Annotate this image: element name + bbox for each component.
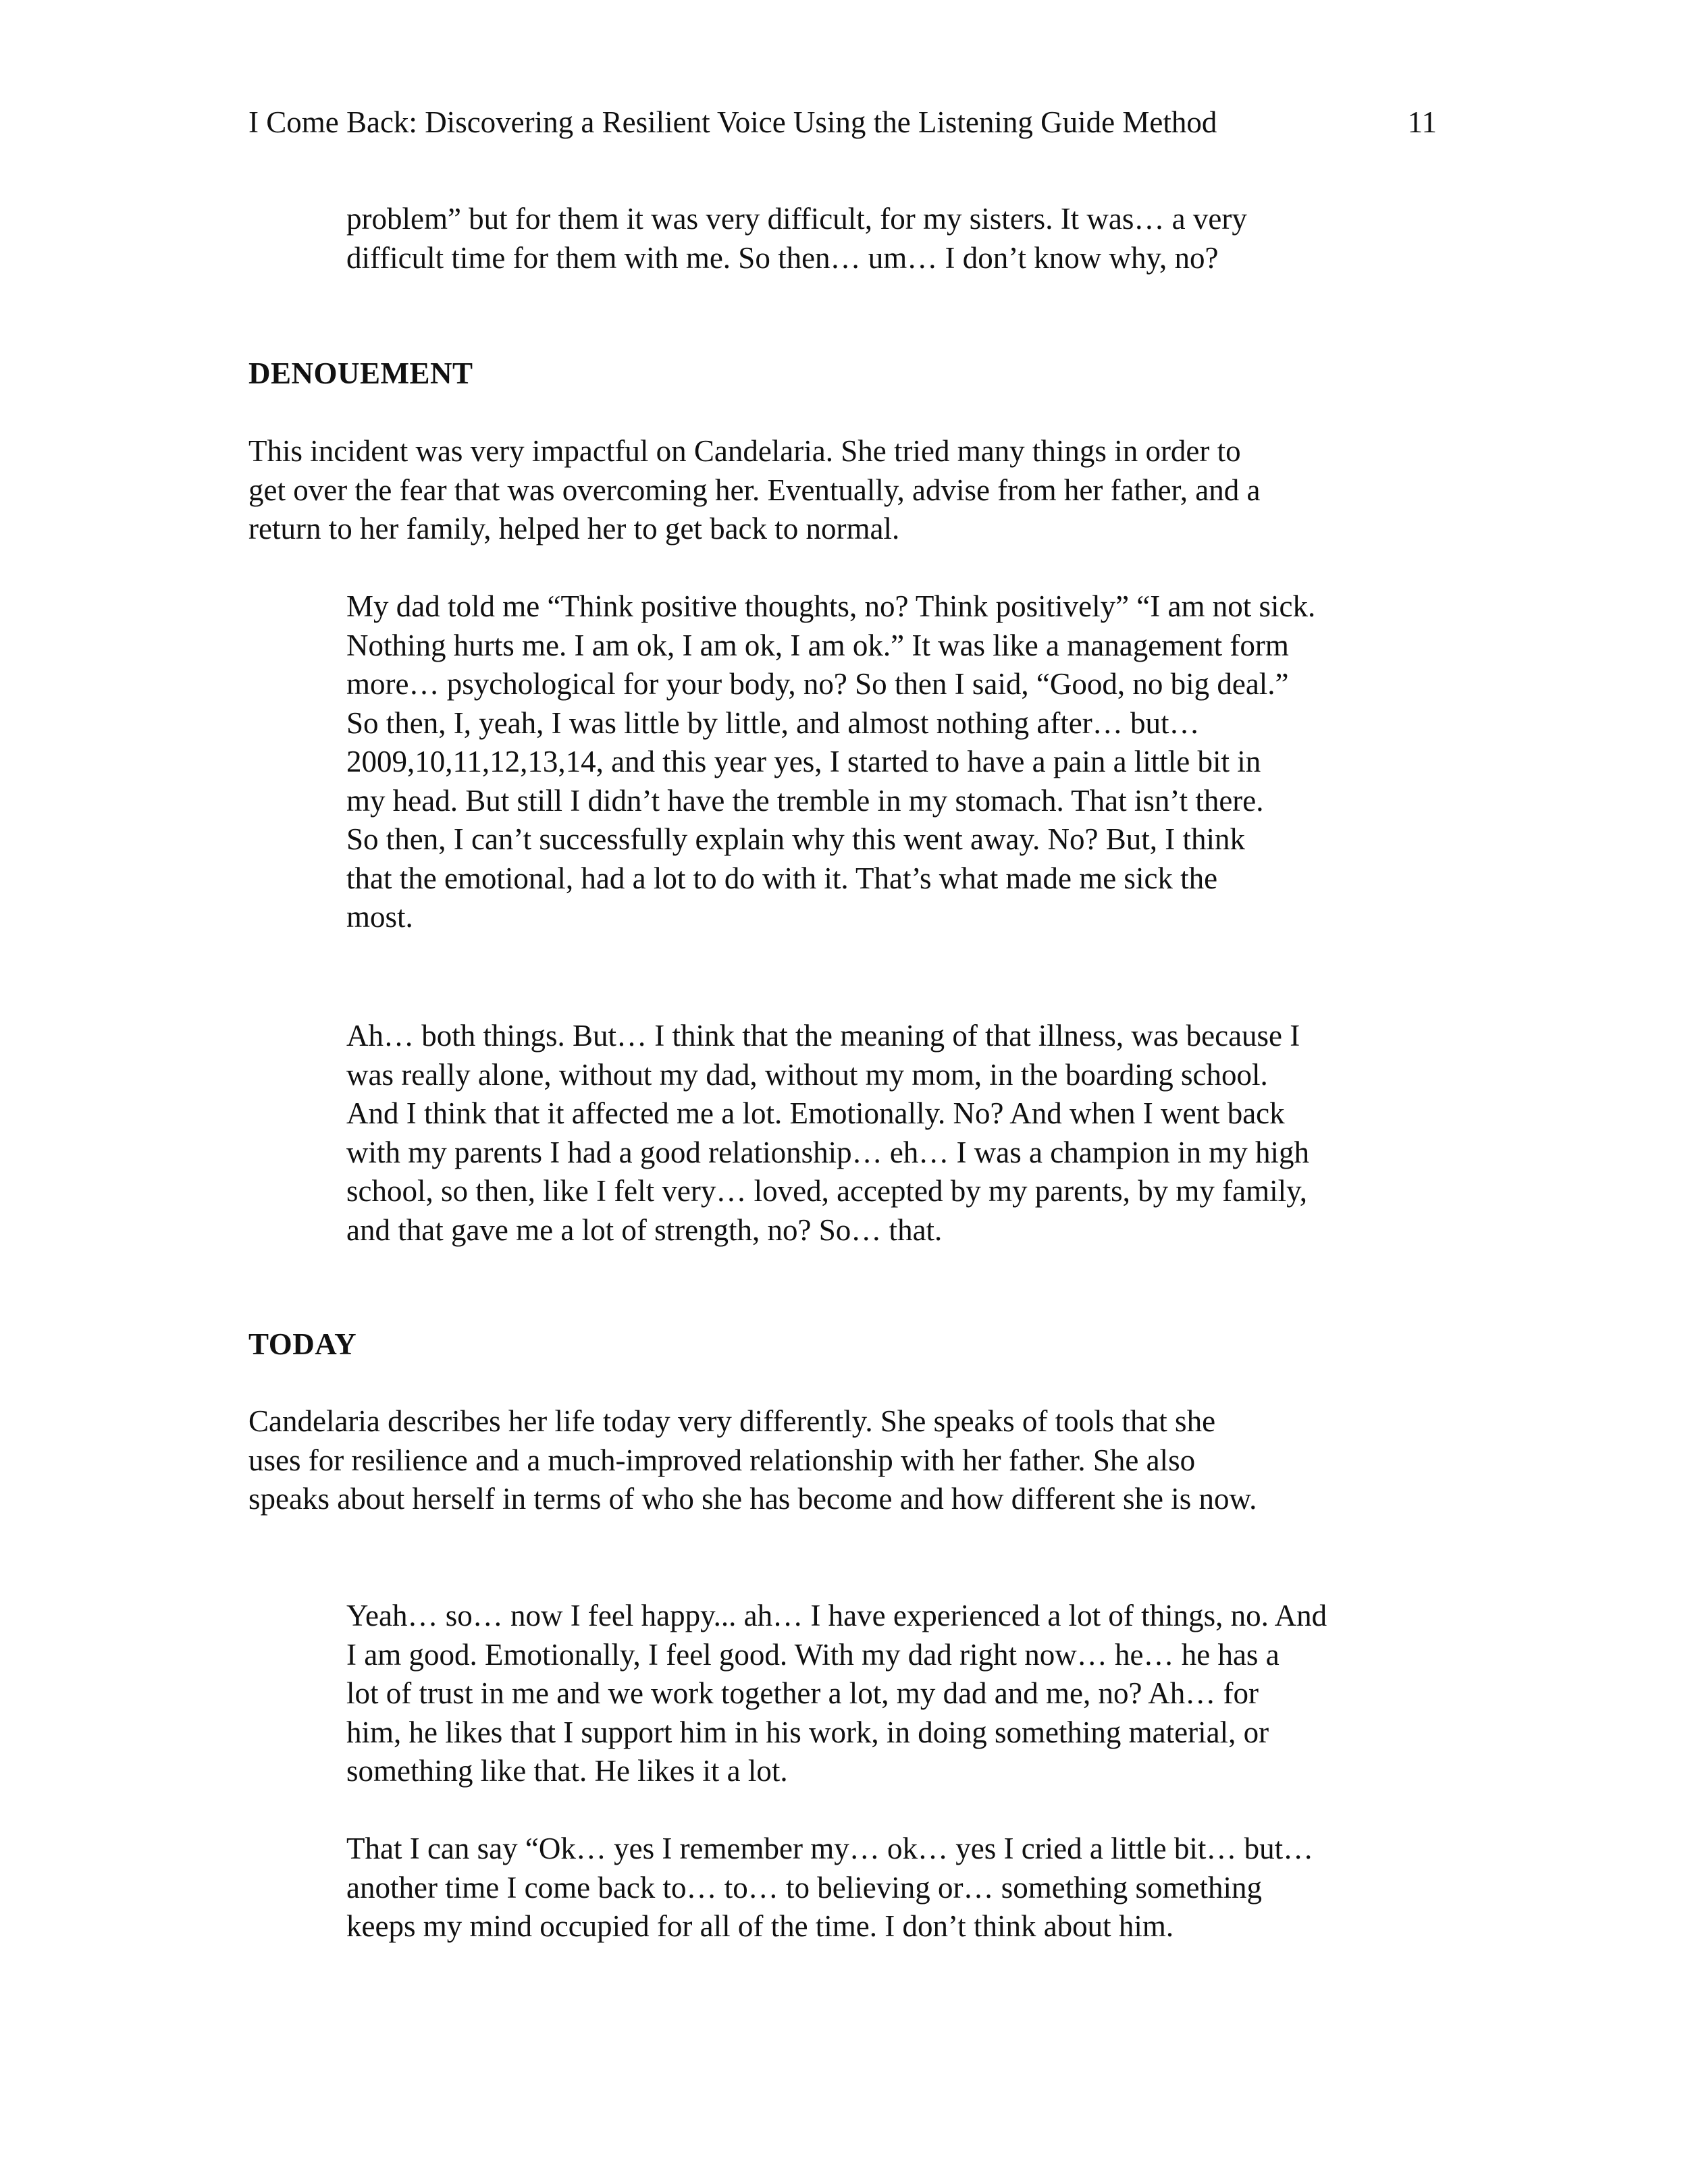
quote-line: and that gave me a lot of strength, no? So… that.	[346, 1213, 943, 1247]
quote-line: another time I come back to… to… to believing or… something something	[346, 1870, 1262, 1905]
page-number: 11	[1407, 105, 1437, 139]
paragraph-line: Candelaria describes her life today very differently. She speaks of tools that she	[248, 1404, 1216, 1438]
quote-line: My dad told me “Think positive thoughts, no? Think positively” “I am not sick.	[346, 589, 1316, 623]
paragraph-line: This incident was very impactful on Candelaria. She tried many things in order to	[248, 434, 1241, 468]
quote-line: So then, I can’t successfully explain why this went away. No? But, I think	[346, 822, 1245, 856]
quote-continued	[346, 200, 1437, 277]
quote-line: That I can say “Ok… yes I remember my… ok… yes I cried a little bit… but…	[346, 1832, 1314, 1865]
paragraph-line: uses for resilience and a much-improved relationship with her father. She also	[248, 1443, 1196, 1477]
quote-line: Ah… both things. But… I think that the meaning of that illness, was because I	[346, 1019, 1300, 1053]
denouement-quote-2	[346, 1017, 1437, 1250]
quote-line: that the emotional, had a lot to do with it. That’s what made me sick the	[346, 861, 1218, 895]
running-header	[248, 99, 1437, 146]
quote-line: most.	[346, 900, 413, 934]
paragraph-line: get over the fear that was overcoming her. Eventually, advise from her father, and a	[248, 473, 1261, 507]
quote-line: difficult time for them with me. So then… um… I don’t know why, no?	[346, 240, 1219, 275]
quote-line: keeps my mind occupied for all of the time. I don’t think about him.	[346, 1909, 1174, 1943]
denouement-quote-1	[346, 587, 1437, 937]
quote-line: lot of trust in me and we work together a lot, my dad and me, no? Ah… for	[346, 1676, 1259, 1710]
quote-line: something like that. He likes it a lot.	[346, 1754, 788, 1788]
paragraph-line: speaks about herself in terms of who she has become and how different she is now.	[248, 1482, 1257, 1516]
quote-line: And I think that it affected me a lot. Emotionally. No? And when I went back	[346, 1096, 1285, 1130]
quote-line: problem” but for them it was very difficult, for my sisters. It was… a very	[346, 202, 1247, 236]
header-title: I Come Back: Discovering a Resilient Voice Using the Listening Guide Method	[248, 105, 1217, 139]
quote-line: more… psychological for your body, no? So then I said, “Good, no big deal.”	[346, 667, 1289, 701]
paragraph-line: return to her family, helped her to get back to normal.	[248, 512, 900, 545]
today-intro-paragraph	[248, 1402, 1437, 1519]
quote-line: Yeah… so… now I feel happy... ah… I have experienced a lot of things, no. And	[346, 1599, 1327, 1632]
quote-line: school, so then, like I felt very… loved, accepted by my parents, by my family,	[346, 1174, 1307, 1208]
quote-line: him, he likes that I support him in his work, in doing something material, or	[346, 1715, 1269, 1749]
heading-today: TODAY	[248, 1327, 357, 1361]
heading-denouement: DENOUEMENT	[248, 356, 473, 390]
quote-line: So then, I, yeah, I was little by little, and almost nothing after… but…	[346, 705, 1200, 740]
quote-line: Nothing hurts me. I am ok, I am ok, I am ok.” It was like a management form	[346, 628, 1289, 662]
quote-line: I am good. Emotionally, I feel good. With my dad right now… he… he has a	[346, 1637, 1280, 1672]
today-quote-1	[346, 1597, 1437, 1791]
quote-line: with my parents I had a good relationship… eh… I was a champion in my high	[346, 1135, 1309, 1169]
quote-line: my head. But still I didn’t have the tremble in my stomach. That isn’t there.	[346, 783, 1264, 818]
denouement-intro-paragraph	[248, 432, 1437, 549]
quote-line: was really alone, without my dad, without my mom, in the boarding school.	[346, 1057, 1268, 1092]
today-quote-2	[346, 1830, 1437, 1946]
quote-line: 2009,10,11,12,13,14, and this year yes, I started to have a pain a little bit in	[346, 745, 1261, 778]
